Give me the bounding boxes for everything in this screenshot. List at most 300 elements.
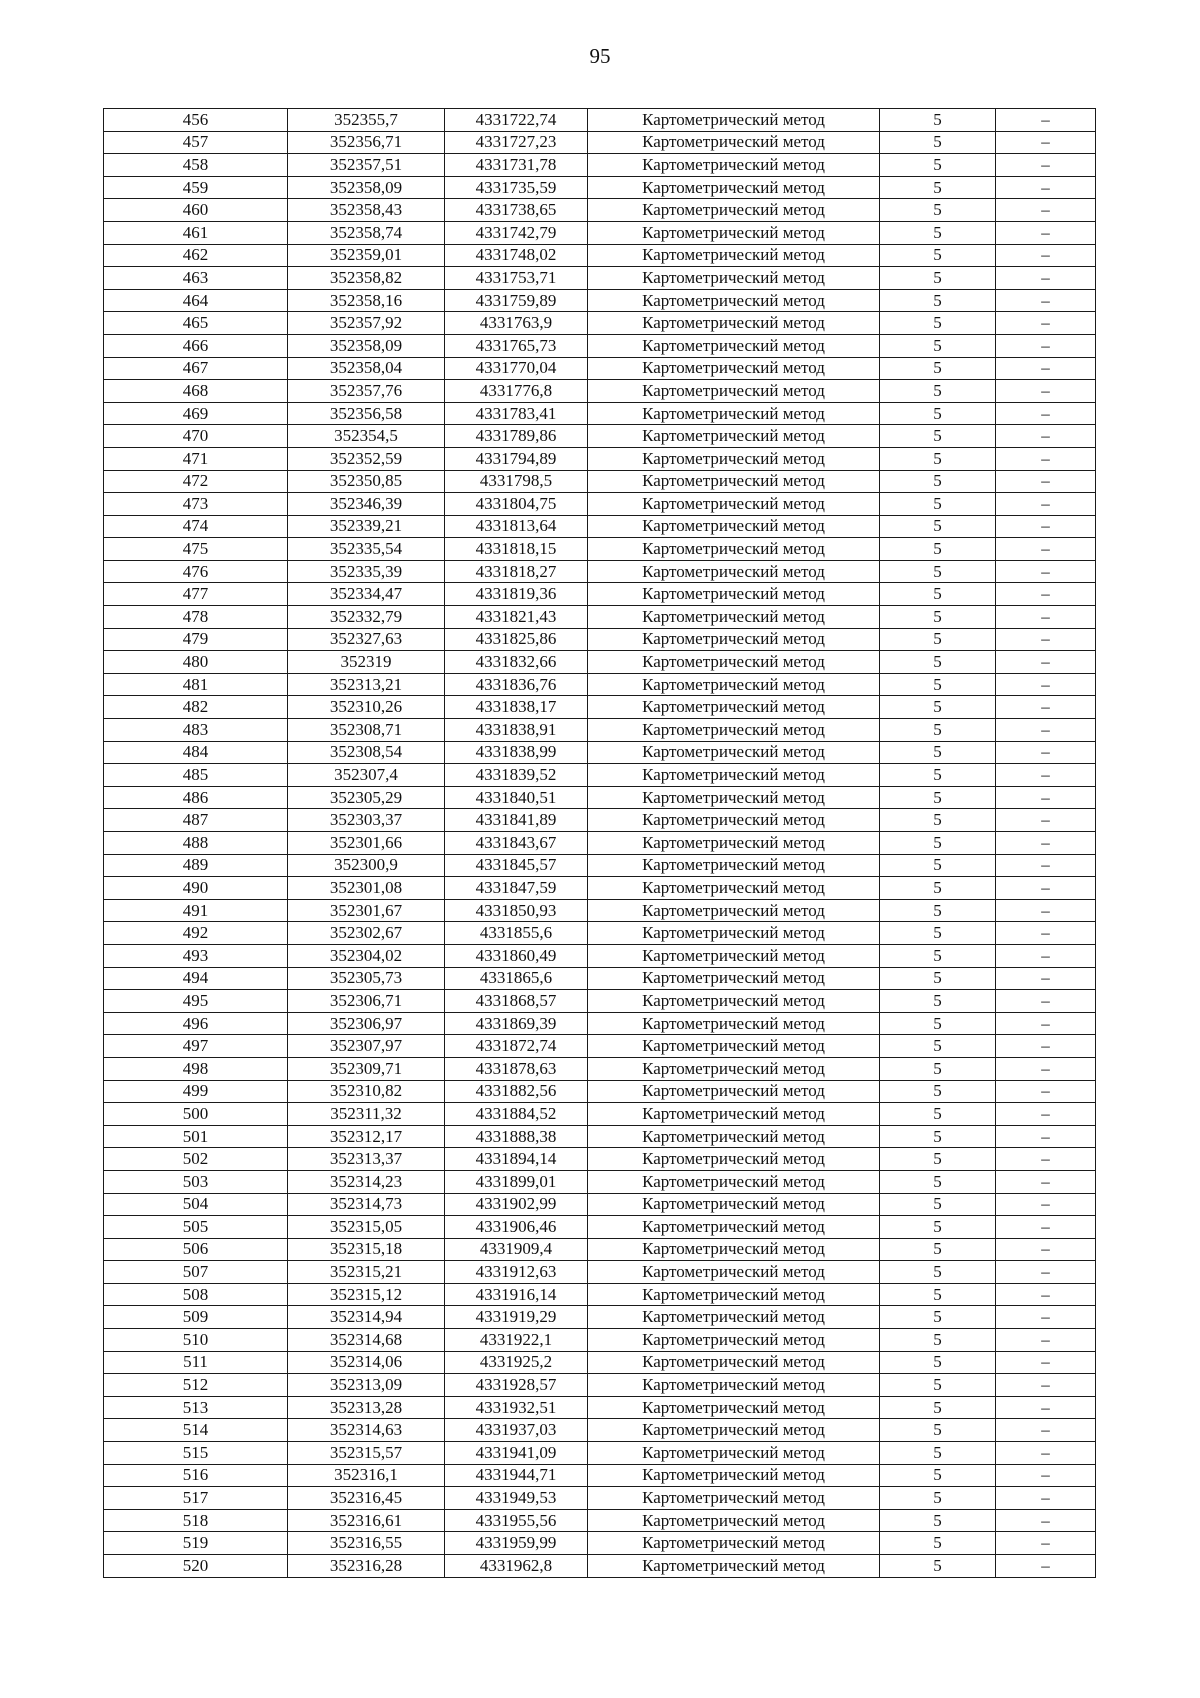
y-coordinate-cell: 4331899,01 — [445, 1170, 588, 1193]
x-coordinate-cell: 352301,66 — [288, 832, 445, 855]
method-cell: Картометрический метод — [588, 1261, 880, 1284]
point-number-cell: 502 — [104, 1148, 288, 1171]
x-coordinate-cell: 352357,76 — [288, 380, 445, 403]
y-coordinate-cell: 4331865,6 — [445, 967, 588, 990]
x-coordinate-cell: 352359,01 — [288, 244, 445, 267]
point-number-cell: 515 — [104, 1442, 288, 1465]
dash-cell: – — [996, 606, 1096, 629]
method-cell: Картометрический метод — [588, 380, 880, 403]
table-row — [104, 809, 1096, 832]
table-row — [104, 922, 1096, 945]
table-row — [104, 1012, 1096, 1035]
dash-cell: – — [996, 515, 1096, 538]
y-coordinate-cell: 4331962,8 — [445, 1555, 588, 1578]
method-cell: Картометрический метод — [588, 1442, 880, 1465]
dash-cell: – — [996, 1442, 1096, 1465]
dash-cell: – — [996, 289, 1096, 312]
dash-cell: – — [996, 538, 1096, 561]
table-row — [104, 583, 1096, 606]
table-row — [104, 425, 1096, 448]
point-number-cell: 477 — [104, 583, 288, 606]
accuracy-cell: 5 — [880, 1419, 996, 1442]
method-cell: Картометрический метод — [588, 1396, 880, 1419]
table-row — [104, 877, 1096, 900]
x-coordinate-cell: 352313,37 — [288, 1148, 445, 1171]
table-row — [104, 1148, 1096, 1171]
table-row — [104, 470, 1096, 493]
x-coordinate-cell: 352316,28 — [288, 1555, 445, 1578]
method-cell: Картометрический метод — [588, 944, 880, 967]
point-number-cell: 466 — [104, 334, 288, 357]
dash-cell: – — [996, 786, 1096, 809]
dash-cell: – — [996, 1012, 1096, 1035]
method-cell: Картометрический метод — [588, 1555, 880, 1578]
y-coordinate-cell: 4331955,56 — [445, 1509, 588, 1532]
dash-cell: – — [996, 1261, 1096, 1284]
method-cell: Картометрический метод — [588, 176, 880, 199]
x-coordinate-cell: 352358,16 — [288, 289, 445, 312]
y-coordinate-cell: 4331818,27 — [445, 560, 588, 583]
method-cell: Картометрический метод — [588, 854, 880, 877]
table-row — [104, 854, 1096, 877]
point-number-cell: 485 — [104, 764, 288, 787]
table-row — [104, 1283, 1096, 1306]
table-row — [104, 719, 1096, 742]
y-coordinate-cell: 4331949,53 — [445, 1487, 588, 1510]
table-row — [104, 289, 1096, 312]
y-coordinate-cell: 4331868,57 — [445, 990, 588, 1013]
table-row — [104, 741, 1096, 764]
point-number-cell: 467 — [104, 357, 288, 380]
table-row — [104, 1080, 1096, 1103]
point-number-cell: 456 — [104, 109, 288, 132]
table-row — [104, 1193, 1096, 1216]
x-coordinate-cell: 352306,97 — [288, 1012, 445, 1035]
method-cell: Картометрический метод — [588, 1487, 880, 1510]
accuracy-cell: 5 — [880, 854, 996, 877]
table-row — [104, 267, 1096, 290]
dash-cell: – — [996, 221, 1096, 244]
x-coordinate-cell: 352314,94 — [288, 1306, 445, 1329]
method-cell: Картометрический метод — [588, 1125, 880, 1148]
table-row — [104, 538, 1096, 561]
table-row — [104, 154, 1096, 177]
dash-cell: – — [996, 1080, 1096, 1103]
dash-cell: – — [996, 244, 1096, 267]
y-coordinate-cell: 4331794,89 — [445, 447, 588, 470]
y-coordinate-cell: 4331847,59 — [445, 877, 588, 900]
dash-cell: – — [996, 583, 1096, 606]
x-coordinate-cell: 352301,08 — [288, 877, 445, 900]
dash-cell: – — [996, 380, 1096, 403]
dash-cell: – — [996, 1103, 1096, 1126]
x-coordinate-cell: 352346,39 — [288, 493, 445, 516]
accuracy-cell: 5 — [880, 651, 996, 674]
x-coordinate-cell: 352358,04 — [288, 357, 445, 380]
accuracy-cell: 5 — [880, 1487, 996, 1510]
y-coordinate-cell: 4331838,99 — [445, 741, 588, 764]
table-row — [104, 380, 1096, 403]
method-cell: Картометрический метод — [588, 1170, 880, 1193]
dash-cell: – — [996, 1306, 1096, 1329]
point-number-cell: 499 — [104, 1080, 288, 1103]
dash-cell: – — [996, 741, 1096, 764]
method-cell: Картометрический метод — [588, 764, 880, 787]
point-number-cell: 496 — [104, 1012, 288, 1035]
table-row — [104, 312, 1096, 335]
y-coordinate-cell: 4331840,51 — [445, 786, 588, 809]
method-cell: Картометрический метод — [588, 1012, 880, 1035]
method-cell: Картометрический метод — [588, 154, 880, 177]
dash-cell: – — [996, 1193, 1096, 1216]
dash-cell: – — [996, 176, 1096, 199]
y-coordinate-cell: 4331941,09 — [445, 1442, 588, 1465]
x-coordinate-cell: 352358,82 — [288, 267, 445, 290]
method-cell: Картометрический метод — [588, 719, 880, 742]
method-cell: Картометрический метод — [588, 1103, 880, 1126]
table-row — [104, 109, 1096, 132]
y-coordinate-cell: 4331909,4 — [445, 1238, 588, 1261]
table-row — [104, 334, 1096, 357]
y-coordinate-cell: 4331912,63 — [445, 1261, 588, 1284]
y-coordinate-cell: 4331776,8 — [445, 380, 588, 403]
table-row — [104, 696, 1096, 719]
accuracy-cell: 5 — [880, 944, 996, 967]
y-coordinate-cell: 4331959,99 — [445, 1532, 588, 1555]
method-cell: Картометрический метод — [588, 1509, 880, 1532]
dash-cell: – — [996, 651, 1096, 674]
table-row — [104, 402, 1096, 425]
accuracy-cell: 5 — [880, 673, 996, 696]
point-number-cell: 519 — [104, 1532, 288, 1555]
x-coordinate-cell: 352358,09 — [288, 176, 445, 199]
dash-cell: – — [996, 131, 1096, 154]
point-number-cell: 516 — [104, 1464, 288, 1487]
table-row — [104, 990, 1096, 1013]
method-cell: Картометрический метод — [588, 899, 880, 922]
table-row — [104, 221, 1096, 244]
table-row — [104, 1261, 1096, 1284]
method-cell: Картометрический метод — [588, 1464, 880, 1487]
page-number: 95 — [589, 44, 611, 68]
point-number-cell: 508 — [104, 1283, 288, 1306]
x-coordinate-cell: 352308,71 — [288, 719, 445, 742]
y-coordinate-cell: 4331804,75 — [445, 493, 588, 516]
accuracy-cell: 5 — [880, 1374, 996, 1397]
dash-cell: – — [996, 199, 1096, 222]
method-cell: Картометрический метод — [588, 447, 880, 470]
accuracy-cell: 5 — [880, 560, 996, 583]
dash-cell: – — [996, 1351, 1096, 1374]
accuracy-cell: 5 — [880, 1283, 996, 1306]
accuracy-cell: 5 — [880, 1509, 996, 1532]
x-coordinate-cell: 352358,43 — [288, 199, 445, 222]
point-number-cell: 464 — [104, 289, 288, 312]
method-cell: Картометрический метод — [588, 312, 880, 335]
accuracy-cell: 5 — [880, 990, 996, 1013]
dash-cell: – — [996, 267, 1096, 290]
y-coordinate-cell: 4331872,74 — [445, 1035, 588, 1058]
point-number-cell: 501 — [104, 1125, 288, 1148]
point-number-cell: 514 — [104, 1419, 288, 1442]
method-cell: Картометрический метод — [588, 221, 880, 244]
x-coordinate-cell: 352358,09 — [288, 334, 445, 357]
y-coordinate-cell: 4331888,38 — [445, 1125, 588, 1148]
accuracy-cell: 5 — [880, 515, 996, 538]
dash-cell: – — [996, 1283, 1096, 1306]
table-row — [104, 1464, 1096, 1487]
method-cell: Картометрический метод — [588, 696, 880, 719]
accuracy-cell: 5 — [880, 1170, 996, 1193]
point-number-cell: 478 — [104, 606, 288, 629]
dash-cell: – — [996, 1419, 1096, 1442]
y-coordinate-cell: 4331770,04 — [445, 357, 588, 380]
point-number-cell: 490 — [104, 877, 288, 900]
method-cell: Картометрический метод — [588, 199, 880, 222]
dash-cell: – — [996, 1374, 1096, 1397]
y-coordinate-cell: 4331821,43 — [445, 606, 588, 629]
dash-cell: – — [996, 560, 1096, 583]
point-number-cell: 484 — [104, 741, 288, 764]
x-coordinate-cell: 352310,26 — [288, 696, 445, 719]
table-row — [104, 199, 1096, 222]
table-row — [104, 764, 1096, 787]
dash-cell: – — [996, 1509, 1096, 1532]
method-cell: Картометрический метод — [588, 538, 880, 561]
y-coordinate-cell: 4331722,74 — [445, 109, 588, 132]
dash-cell: – — [996, 1035, 1096, 1058]
dash-cell: – — [996, 334, 1096, 357]
method-cell: Картометрический метод — [588, 809, 880, 832]
point-number-cell: 503 — [104, 1170, 288, 1193]
method-cell: Картометрический метод — [588, 583, 880, 606]
y-coordinate-cell: 4331798,5 — [445, 470, 588, 493]
y-coordinate-cell: 4331753,71 — [445, 267, 588, 290]
table-row — [104, 1442, 1096, 1465]
accuracy-cell: 5 — [880, 1193, 996, 1216]
y-coordinate-cell: 4331813,64 — [445, 515, 588, 538]
dash-cell: – — [996, 922, 1096, 945]
point-number-cell: 475 — [104, 538, 288, 561]
x-coordinate-cell: 352304,02 — [288, 944, 445, 967]
y-coordinate-cell: 4331748,02 — [445, 244, 588, 267]
method-cell: Картометрический метод — [588, 1238, 880, 1261]
x-coordinate-cell: 352352,59 — [288, 447, 445, 470]
y-coordinate-cell: 4331916,14 — [445, 1283, 588, 1306]
accuracy-cell: 5 — [880, 741, 996, 764]
method-cell: Картометрический метод — [588, 289, 880, 312]
point-number-cell: 481 — [104, 673, 288, 696]
accuracy-cell: 5 — [880, 1396, 996, 1419]
dash-cell: – — [996, 832, 1096, 855]
point-number-cell: 492 — [104, 922, 288, 945]
x-coordinate-cell: 352305,29 — [288, 786, 445, 809]
table-row — [104, 1351, 1096, 1374]
table-row — [104, 493, 1096, 516]
method-cell: Картометрический метод — [588, 1374, 880, 1397]
point-number-cell: 494 — [104, 967, 288, 990]
accuracy-cell: 5 — [880, 402, 996, 425]
x-coordinate-cell: 352314,73 — [288, 1193, 445, 1216]
accuracy-cell: 5 — [880, 447, 996, 470]
x-coordinate-cell: 352356,58 — [288, 402, 445, 425]
dash-cell: – — [996, 990, 1096, 1013]
accuracy-cell: 5 — [880, 380, 996, 403]
method-cell: Картометрический метод — [588, 1216, 880, 1239]
x-coordinate-cell: 352335,39 — [288, 560, 445, 583]
method-cell: Картометрический метод — [588, 967, 880, 990]
point-number-cell: 512 — [104, 1374, 288, 1397]
method-cell: Картометрический метод — [588, 493, 880, 516]
point-number-cell: 460 — [104, 199, 288, 222]
x-coordinate-cell: 352313,21 — [288, 673, 445, 696]
table-row — [104, 1509, 1096, 1532]
y-coordinate-cell: 4331825,86 — [445, 628, 588, 651]
y-coordinate-cell: 4331839,52 — [445, 764, 588, 787]
dash-cell: – — [996, 673, 1096, 696]
table-row — [104, 176, 1096, 199]
table-row — [104, 1057, 1096, 1080]
method-cell: Картометрический метод — [588, 606, 880, 629]
x-coordinate-cell: 352316,45 — [288, 1487, 445, 1510]
y-coordinate-cell: 4331843,67 — [445, 832, 588, 855]
accuracy-cell: 5 — [880, 221, 996, 244]
accuracy-cell: 5 — [880, 1125, 996, 1148]
point-number-cell: 470 — [104, 425, 288, 448]
dash-cell: – — [996, 696, 1096, 719]
point-number-cell: 472 — [104, 470, 288, 493]
dash-cell: – — [996, 1487, 1096, 1510]
dash-cell: – — [996, 764, 1096, 787]
point-number-cell: 480 — [104, 651, 288, 674]
y-coordinate-cell: 4331838,91 — [445, 719, 588, 742]
y-coordinate-cell: 4331855,6 — [445, 922, 588, 945]
coordinates-table — [103, 108, 1096, 1578]
x-coordinate-cell: 352306,71 — [288, 990, 445, 1013]
accuracy-cell: 5 — [880, 312, 996, 335]
x-coordinate-cell: 352300,9 — [288, 854, 445, 877]
y-coordinate-cell: 4331836,76 — [445, 673, 588, 696]
x-coordinate-cell: 352316,55 — [288, 1532, 445, 1555]
x-coordinate-cell: 352354,5 — [288, 425, 445, 448]
method-cell: Картометрический метод — [588, 470, 880, 493]
dash-cell: – — [996, 944, 1096, 967]
accuracy-cell: 5 — [880, 1238, 996, 1261]
point-number-cell: 458 — [104, 154, 288, 177]
table-row — [104, 944, 1096, 967]
y-coordinate-cell: 4331894,14 — [445, 1148, 588, 1171]
accuracy-cell: 5 — [880, 176, 996, 199]
accuracy-cell: 5 — [880, 357, 996, 380]
method-cell: Картометрический метод — [588, 628, 880, 651]
method-cell: Картометрический метод — [588, 1057, 880, 1080]
table-row — [104, 1374, 1096, 1397]
dash-cell: – — [996, 1170, 1096, 1193]
x-coordinate-cell: 352314,23 — [288, 1170, 445, 1193]
point-number-cell: 486 — [104, 786, 288, 809]
x-coordinate-cell: 352310,82 — [288, 1080, 445, 1103]
point-number-cell: 504 — [104, 1193, 288, 1216]
accuracy-cell: 5 — [880, 425, 996, 448]
x-coordinate-cell: 352315,12 — [288, 1283, 445, 1306]
accuracy-cell: 5 — [880, 1464, 996, 1487]
point-number-cell: 479 — [104, 628, 288, 651]
x-coordinate-cell: 352308,54 — [288, 741, 445, 764]
table-row — [104, 515, 1096, 538]
point-number-cell: 505 — [104, 1216, 288, 1239]
table-row — [104, 967, 1096, 990]
y-coordinate-cell: 4331727,23 — [445, 131, 588, 154]
y-coordinate-cell: 4331838,17 — [445, 696, 588, 719]
y-coordinate-cell: 4331878,63 — [445, 1057, 588, 1080]
accuracy-cell: 5 — [880, 606, 996, 629]
y-coordinate-cell: 4331860,49 — [445, 944, 588, 967]
method-cell: Картометрический метод — [588, 651, 880, 674]
y-coordinate-cell: 4331869,39 — [445, 1012, 588, 1035]
method-cell: Картометрический метод — [588, 244, 880, 267]
accuracy-cell: 5 — [880, 1216, 996, 1239]
method-cell: Картометрический метод — [588, 1532, 880, 1555]
x-coordinate-cell: 352332,79 — [288, 606, 445, 629]
y-coordinate-cell: 4331735,59 — [445, 176, 588, 199]
point-number-cell: 459 — [104, 176, 288, 199]
dash-cell: – — [996, 357, 1096, 380]
table-row — [104, 1306, 1096, 1329]
accuracy-cell: 5 — [880, 470, 996, 493]
y-coordinate-cell: 4331832,66 — [445, 651, 588, 674]
dash-cell: – — [996, 628, 1096, 651]
y-coordinate-cell: 4331841,89 — [445, 809, 588, 832]
x-coordinate-cell: 352335,54 — [288, 538, 445, 561]
table-row — [104, 1125, 1096, 1148]
x-coordinate-cell: 352316,1 — [288, 1464, 445, 1487]
accuracy-cell: 5 — [880, 764, 996, 787]
dash-cell: – — [996, 154, 1096, 177]
dash-cell: – — [996, 1125, 1096, 1148]
point-number-cell: 462 — [104, 244, 288, 267]
x-coordinate-cell: 352356,71 — [288, 131, 445, 154]
table-row — [104, 628, 1096, 651]
accuracy-cell: 5 — [880, 244, 996, 267]
method-cell: Картометрический метод — [588, 1080, 880, 1103]
y-coordinate-cell: 4331928,57 — [445, 1374, 588, 1397]
accuracy-cell: 5 — [880, 809, 996, 832]
accuracy-cell: 5 — [880, 154, 996, 177]
point-number-cell: 506 — [104, 1238, 288, 1261]
accuracy-cell: 5 — [880, 1035, 996, 1058]
accuracy-cell: 5 — [880, 1261, 996, 1284]
point-number-cell: 511 — [104, 1351, 288, 1374]
table-row — [104, 1238, 1096, 1261]
accuracy-cell: 5 — [880, 832, 996, 855]
x-coordinate-cell: 352305,73 — [288, 967, 445, 990]
x-coordinate-cell: 352316,61 — [288, 1509, 445, 1532]
method-cell: Картометрический метод — [588, 109, 880, 132]
accuracy-cell: 5 — [880, 493, 996, 516]
point-number-cell: 488 — [104, 832, 288, 855]
accuracy-cell: 5 — [880, 1329, 996, 1352]
point-number-cell: 474 — [104, 515, 288, 538]
accuracy-cell: 5 — [880, 131, 996, 154]
dash-cell: – — [996, 854, 1096, 877]
dash-cell: – — [996, 809, 1096, 832]
table-row — [104, 651, 1096, 674]
point-number-cell: 483 — [104, 719, 288, 742]
y-coordinate-cell: 4331922,1 — [445, 1329, 588, 1352]
table-row — [104, 447, 1096, 470]
accuracy-cell: 5 — [880, 1103, 996, 1126]
x-coordinate-cell: 352339,21 — [288, 515, 445, 538]
